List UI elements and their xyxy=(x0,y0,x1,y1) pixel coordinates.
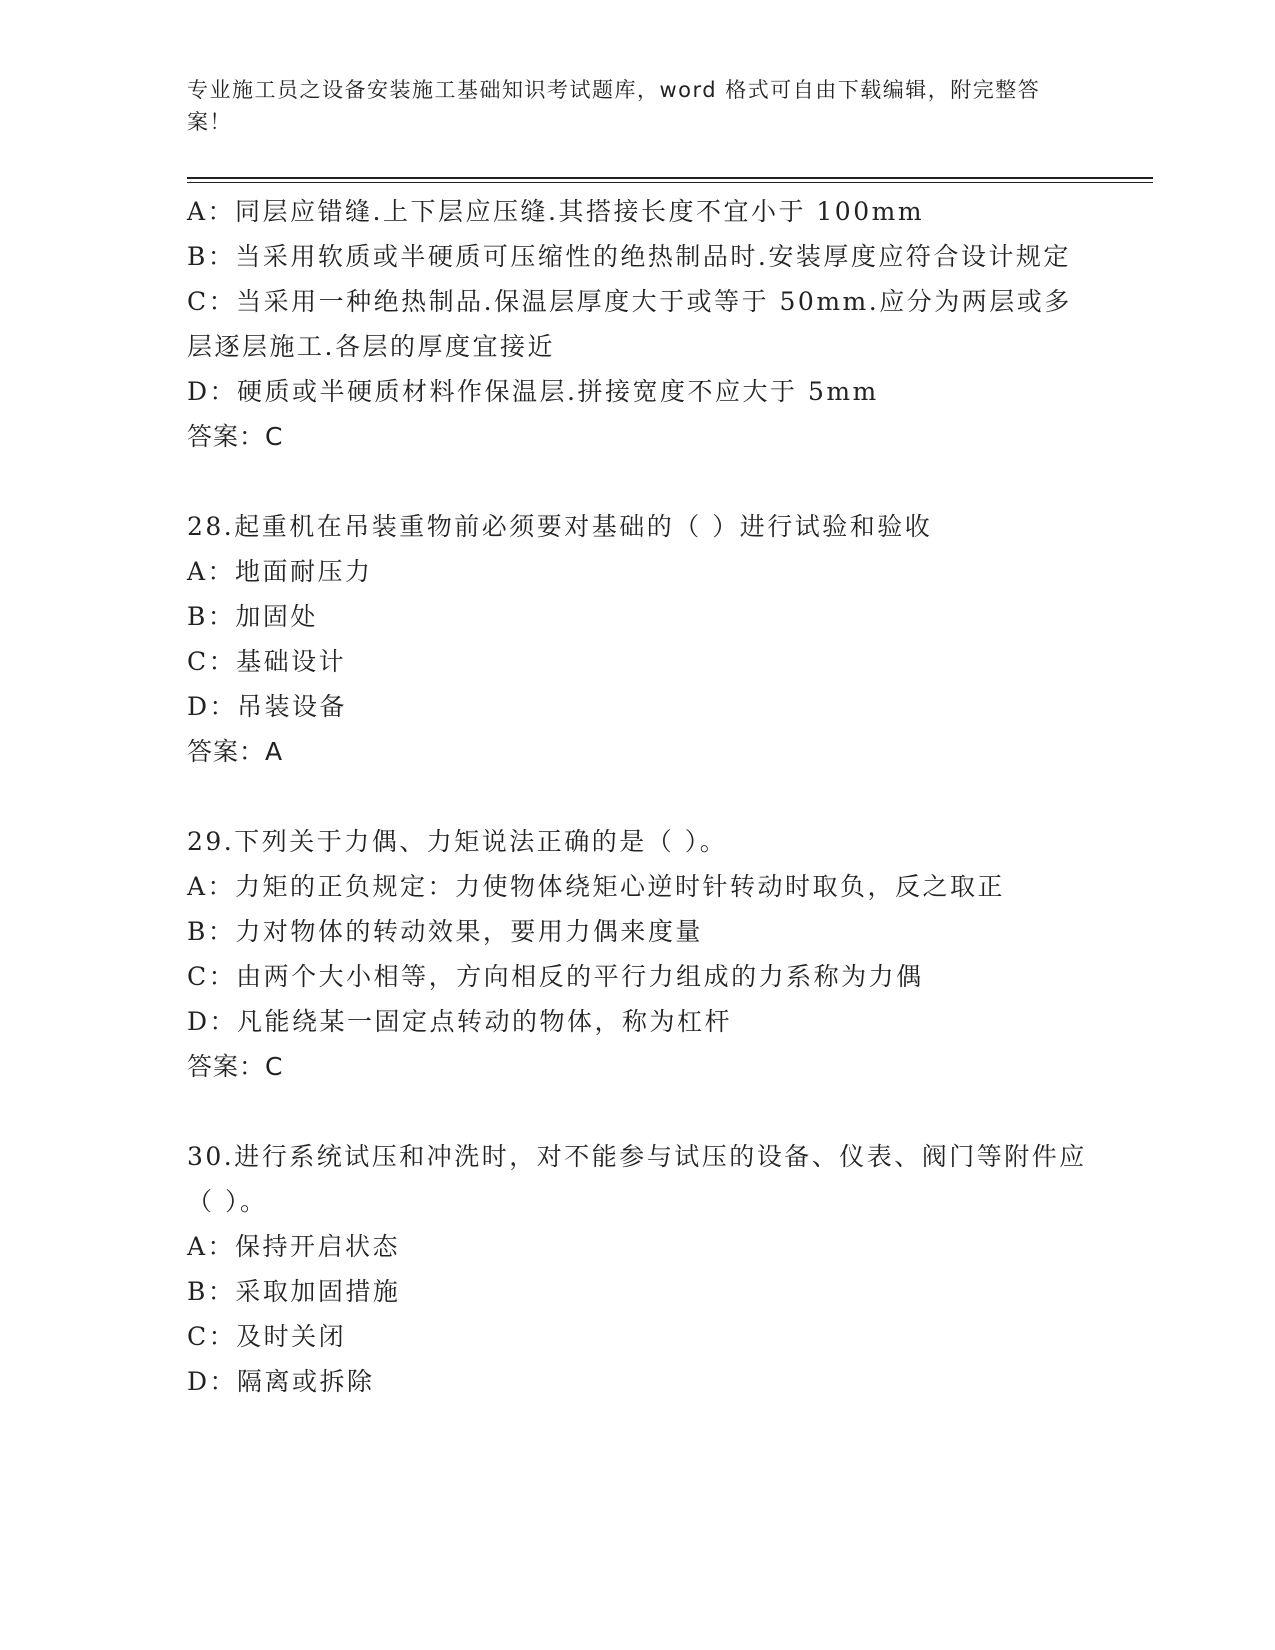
option-c: C：当采用一种绝热制品.保温层厚度大于或等于 50mm.应分为两层或多层逐层施工.各层的厚度宜接近 xyxy=(187,287,1072,361)
question-text: 30.进行系统试压和冲洗时，对不能参与试压的设备、仪表、阀门等附件应（ ）。 xyxy=(187,1142,1087,1216)
option-b: B：当采用软质或半硬质可压缩性的绝热制品时.安装厚度应符合设计规定 xyxy=(187,242,1071,271)
option-c: C：基础设计 xyxy=(187,647,347,676)
answer-label: 答案：C xyxy=(187,1052,284,1081)
question-block xyxy=(187,189,1087,459)
question-text: 28.起重机在吊装重物前必须要对基础的（ ）进行试验和验收 xyxy=(187,512,933,541)
document-header: 专业施工员之设备安装施工基础知识考试题库，word 格式可自由下载编辑，附完整答案！ xyxy=(187,78,1041,134)
option-b: B：加固处 xyxy=(187,602,318,631)
option-a: A：地面耐压力 xyxy=(187,557,373,586)
option-d: D：吊装设备 xyxy=(187,692,348,721)
header-rule-thick xyxy=(187,177,1153,179)
option-a: A：力矩的正负规定：力使物体绕矩心逆时针转动时取负，反之取正 xyxy=(187,872,1006,901)
option-d: D：凡能绕某一固定点转动的物体，称为杠杆 xyxy=(187,1007,733,1036)
question-block xyxy=(187,1134,1087,1404)
option-a: A：同层应错缝.上下层应压缝.其搭接长度不宜小于 100mm xyxy=(187,197,925,226)
question-block xyxy=(187,504,1087,774)
spacer xyxy=(187,1089,1087,1134)
option-b: B：采取加固措施 xyxy=(187,1277,401,1306)
option-d: D：隔离或拆除 xyxy=(187,1367,375,1396)
option-c: C：及时关闭 xyxy=(187,1322,347,1351)
header-rule-thin xyxy=(187,182,1153,183)
option-d: D：硬质或半硬质材料作保温层.拼接宽度不应大于 5mm xyxy=(187,377,879,406)
option-b: B：力对物体的转动效果，要用力偶来度量 xyxy=(187,917,703,946)
question-list xyxy=(187,189,1087,1404)
spacer xyxy=(187,459,1087,504)
answer-label: 答案：C xyxy=(187,422,284,451)
option-c: C：由两个大小相等，方向相反的平行力组成的力系称为力偶 xyxy=(187,962,924,991)
question-block xyxy=(187,819,1087,1089)
answer-label: 答案：A xyxy=(187,737,284,766)
spacer xyxy=(187,774,1087,819)
option-a: A：保持开启状态 xyxy=(187,1232,401,1261)
question-text: 29.下列关于力偶、力矩说法正确的是（ ）。 xyxy=(187,827,728,856)
